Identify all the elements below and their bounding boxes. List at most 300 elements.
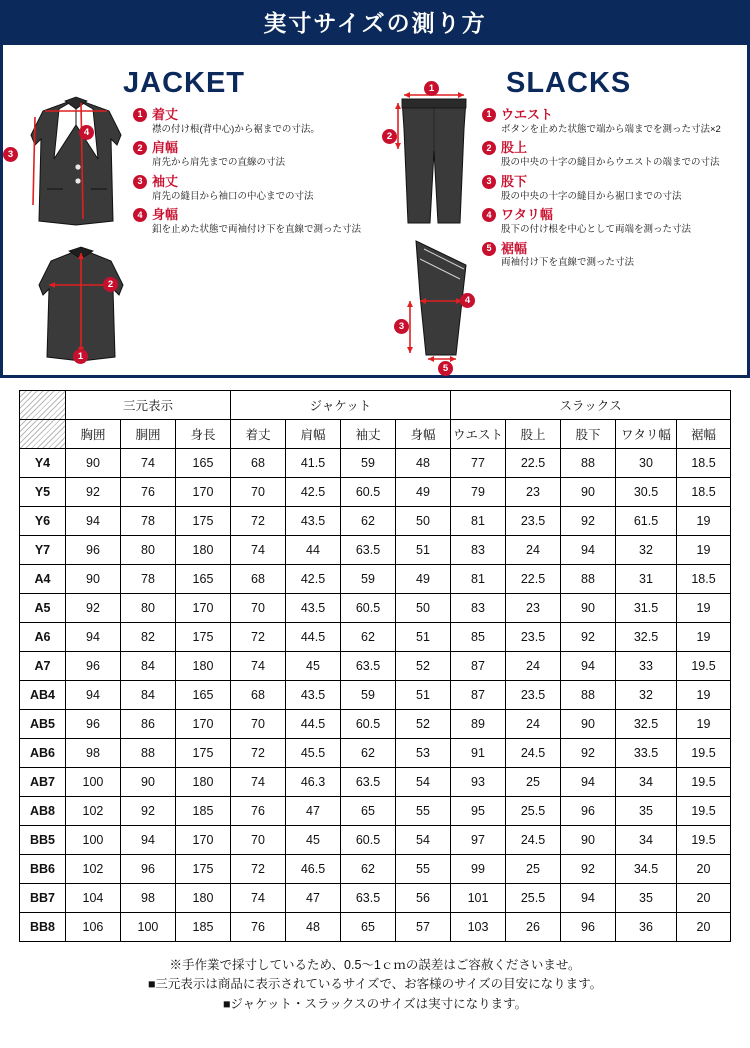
table-cell: 92 (561, 739, 616, 768)
table-cell: 88 (561, 449, 616, 478)
table-cell: 25.5 (506, 884, 561, 913)
legend-item (133, 207, 373, 235)
table-cell: 46.3 (285, 768, 340, 797)
slacks-heading: SLACKS (506, 67, 632, 99)
legend-item (133, 107, 373, 135)
table-row-size-label: Y6 (19, 507, 65, 536)
table-cell: 42.5 (285, 478, 340, 507)
table-cell: 90 (65, 565, 120, 594)
table-cell: 62 (340, 623, 395, 652)
table-cell: 92 (561, 855, 616, 884)
table-cell: 88 (561, 681, 616, 710)
column-header-height: 身長 (175, 420, 230, 449)
table-cell: 70 (230, 710, 285, 739)
table-cell: 34.5 (616, 855, 677, 884)
table-row-size-label: A4 (19, 565, 65, 594)
table-cell: 33 (616, 652, 677, 681)
legend-description: 股下の付け根を中心として両端を測った寸法 (501, 224, 692, 235)
table-row-size-label: AB4 (19, 681, 65, 710)
table-cell: 44 (285, 536, 340, 565)
table-cell: 61.5 (616, 507, 677, 536)
table-cell: 23.5 (506, 623, 561, 652)
table-cell: 72 (230, 507, 285, 536)
table-row (19, 449, 730, 478)
legend-item (482, 107, 722, 135)
table-cell: 47 (285, 797, 340, 826)
table-cell: 92 (561, 507, 616, 536)
jacket-back-illustration (31, 241, 131, 371)
table-row-size-label: Y5 (19, 478, 65, 507)
legend-term-label: ワタリ幅 (501, 207, 553, 223)
table-cell: 70 (230, 594, 285, 623)
table-cell: 62 (340, 855, 395, 884)
table-cell: 88 (561, 565, 616, 594)
table-cell: 60.5 (340, 710, 395, 739)
slacks-marker-5: 5 (438, 361, 453, 376)
slacks-marker-3: 3 (394, 319, 409, 334)
table-cell: 50 (395, 594, 450, 623)
table-cell: 55 (395, 797, 450, 826)
table-cell: 92 (65, 594, 120, 623)
table-cell: 170 (175, 826, 230, 855)
slacks-column (378, 45, 750, 375)
table-cell: 45 (285, 826, 340, 855)
table-cell: 54 (395, 826, 450, 855)
table-cell: 32 (616, 681, 677, 710)
legend-term-label: 身幅 (152, 207, 179, 223)
table-row (19, 826, 730, 855)
table-cell: 43.5 (285, 507, 340, 536)
column-header-body-width: 身幅 (395, 420, 450, 449)
table-cell: 74 (230, 536, 285, 565)
table-cell: 62 (340, 507, 395, 536)
table-cell: 18.5 (677, 449, 731, 478)
table-cell: 90 (561, 594, 616, 623)
table-cell: 97 (451, 826, 506, 855)
slacks-marker-1: 1 (424, 81, 439, 96)
table-cell: 70 (230, 826, 285, 855)
table-row (19, 681, 730, 710)
table-cell: 99 (451, 855, 506, 884)
jacket-marker-3: 3 (3, 147, 18, 162)
table-cell: 175 (175, 623, 230, 652)
table-cell: 23 (506, 478, 561, 507)
column-header-shoulder: 肩幅 (285, 420, 340, 449)
table-cell: 94 (120, 826, 175, 855)
table-row-size-label: A7 (19, 652, 65, 681)
table-row (19, 536, 730, 565)
legend-item (133, 140, 373, 168)
table-cell: 65 (340, 797, 395, 826)
table-cell: 175 (175, 739, 230, 768)
table-row (19, 478, 730, 507)
table-cell: 74 (230, 768, 285, 797)
table-body (19, 449, 730, 942)
table-cell: 68 (230, 565, 285, 594)
table-cell: 165 (175, 449, 230, 478)
table-cell: 19 (677, 681, 731, 710)
table-cell: 25.5 (506, 797, 561, 826)
legend-description: 両袖付け下を直線で測った寸法 (501, 257, 635, 269)
table-cell: 22.5 (506, 565, 561, 594)
table-cell: 74 (230, 884, 285, 913)
table-cell: 30 (616, 449, 677, 478)
table-cell: 23 (506, 594, 561, 623)
legend-description: 股の中央の十字の縫目からウエストの端までの寸法 (501, 157, 720, 169)
diagram-area (3, 45, 747, 375)
table-cell: 23.5 (506, 507, 561, 536)
jacket-column (3, 45, 378, 375)
table-cell: 32.5 (616, 623, 677, 652)
table-column-header-row (19, 420, 730, 449)
legend-term-label: ウエスト (501, 107, 554, 122)
table-cell: 100 (120, 913, 175, 942)
table-row (19, 565, 730, 594)
table-cell: 48 (285, 913, 340, 942)
table-cell: 45.5 (285, 739, 340, 768)
table-row (19, 623, 730, 652)
legend-number-icon: 1 (133, 108, 147, 122)
table-cell: 87 (451, 652, 506, 681)
table-cell: 36 (616, 913, 677, 942)
table-cell: 19.5 (677, 797, 731, 826)
table-cell: 93 (451, 768, 506, 797)
table-cell: 41.5 (285, 449, 340, 478)
table-cell: 63.5 (340, 536, 395, 565)
table-cell: 52 (395, 710, 450, 739)
table-cell: 42.5 (285, 565, 340, 594)
table-cell: 46.5 (285, 855, 340, 884)
table-cell: 22.5 (506, 449, 561, 478)
table-cell: 165 (175, 565, 230, 594)
table-cell: 43.5 (285, 594, 340, 623)
table-cell: 24 (506, 710, 561, 739)
table-cell: 18.5 (677, 565, 731, 594)
legend-description: 釦を止めた状態で両袖付け下を直線で測った寸法 (152, 224, 362, 235)
table-cell: 74 (120, 449, 175, 478)
table-cell: 170 (175, 710, 230, 739)
table-cell: 19 (677, 536, 731, 565)
table-row (19, 797, 730, 826)
table-cell: 76 (120, 478, 175, 507)
table-row (19, 652, 730, 681)
table-cell: 24 (506, 652, 561, 681)
slacks-legend (482, 107, 722, 274)
table-cell: 25 (506, 855, 561, 884)
page-title: 実寸サイズの測り方 (3, 3, 747, 45)
table-row-size-label: A5 (19, 594, 65, 623)
table-cell: 60.5 (340, 826, 395, 855)
table-cell: 86 (120, 710, 175, 739)
legend-item (133, 174, 373, 202)
table-cell: 82 (120, 623, 175, 652)
table-cell: 70 (230, 478, 285, 507)
table-cell: 96 (65, 652, 120, 681)
column-header-chest: 胸囲 (65, 420, 120, 449)
legend-description: 襟の付け根(背中心)から裾までの寸法。 (152, 123, 320, 135)
table-cell: 63.5 (340, 768, 395, 797)
table-cell: 47 (285, 884, 340, 913)
table-cell: 19.5 (677, 652, 731, 681)
table-cell: 96 (120, 855, 175, 884)
table-cell: 84 (120, 652, 175, 681)
legend-number-icon: 5 (482, 242, 496, 256)
table-cell: 68 (230, 681, 285, 710)
table-cell: 90 (65, 449, 120, 478)
table-cell: 53 (395, 739, 450, 768)
column-header-hem: 裾幅 (677, 420, 731, 449)
table-cell: 104 (65, 884, 120, 913)
table-cell: 175 (175, 855, 230, 884)
footnotes (22, 956, 728, 1014)
table-cell: 56 (395, 884, 450, 913)
table-row-size-label: Y7 (19, 536, 65, 565)
table-cell: 19.5 (677, 768, 731, 797)
jacket-front-illustration (7, 89, 131, 234)
table-row (19, 710, 730, 739)
table-cell: 25 (506, 768, 561, 797)
table-cell: 81 (451, 507, 506, 536)
table-cell: 87 (451, 681, 506, 710)
table-cell: 34 (616, 826, 677, 855)
slacks-marker-4: 4 (460, 293, 475, 308)
column-header-inseam: 股下 (561, 420, 616, 449)
table-cell: 92 (120, 797, 175, 826)
table-cell: 19 (677, 507, 731, 536)
table-cell: 94 (65, 681, 120, 710)
table-cell: 52 (395, 652, 450, 681)
legend-item (482, 174, 722, 202)
legend-description: 肩先から肩先までの直線の寸法 (152, 157, 286, 169)
table-cell: 57 (395, 913, 450, 942)
table-cell: 18.5 (677, 478, 731, 507)
table-cell: 72 (230, 739, 285, 768)
table-cell: 45 (285, 652, 340, 681)
column-header-jacket-length: 着丈 (230, 420, 285, 449)
table-cell: 170 (175, 478, 230, 507)
table-cell: 96 (65, 710, 120, 739)
table-cell: 95 (451, 797, 506, 826)
table-cell: 180 (175, 652, 230, 681)
table-cell: 30.5 (616, 478, 677, 507)
table-cell: 72 (230, 623, 285, 652)
table-cell: 91 (451, 739, 506, 768)
table-cell: 90 (561, 826, 616, 855)
table-cell: 100 (65, 826, 120, 855)
table-cell: 60.5 (340, 594, 395, 623)
jacket-legend (133, 107, 373, 241)
table-row-size-label: AB8 (19, 797, 65, 826)
table-cell: 19.5 (677, 826, 731, 855)
table-cell: 85 (451, 623, 506, 652)
table-cell: 101 (451, 884, 506, 913)
table-cell: 94 (65, 623, 120, 652)
legend-description: ボタンを止めた状態で端から端までを測った寸法×2 (501, 123, 721, 135)
jacket-marker-1: 1 (73, 349, 88, 364)
legend-term-label: 着丈 (152, 107, 179, 122)
table-cell: 98 (65, 739, 120, 768)
measurement-guide-panel (0, 0, 750, 378)
table-cell: 63.5 (340, 884, 395, 913)
legend-number-icon: 4 (133, 208, 147, 222)
slacks-marker-2: 2 (382, 129, 397, 144)
table-cell: 50 (395, 507, 450, 536)
pants-full-illustration (386, 82, 482, 234)
legend-number-icon: 3 (482, 175, 496, 189)
size-table (19, 390, 731, 942)
table-row-size-label: AB6 (19, 739, 65, 768)
column-header-pants-waist: ウエスト (451, 420, 506, 449)
table-cell: 83 (451, 536, 506, 565)
group-header-jacket: ジャケット (230, 391, 450, 420)
table-cell: 102 (65, 797, 120, 826)
footnote-1: ※手作業で採寸しているため、0.5～1ｃｍの誤差はご容赦くださいませ。 (169, 958, 581, 972)
table-cell: 94 (561, 536, 616, 565)
table-cell: 19 (677, 710, 731, 739)
table-cell: 23.5 (506, 681, 561, 710)
table-cell: 72 (230, 855, 285, 884)
table-group-header-row (19, 391, 730, 420)
table-cell: 89 (451, 710, 506, 739)
table-cell: 32 (616, 536, 677, 565)
table-cell: 180 (175, 768, 230, 797)
table-cell: 20 (677, 855, 731, 884)
table-cell: 59 (340, 449, 395, 478)
table-cell: 55 (395, 855, 450, 884)
table-row-size-label: BB5 (19, 826, 65, 855)
table-cell: 170 (175, 594, 230, 623)
table-row (19, 884, 730, 913)
legend-description: 肩先の縫目から袖口の中心までの寸法 (152, 190, 314, 202)
legend-number-icon: 2 (133, 141, 147, 155)
table-cell: 43.5 (285, 681, 340, 710)
table-cell: 62 (340, 739, 395, 768)
table-cell: 90 (561, 710, 616, 739)
table-cell: 49 (395, 565, 450, 594)
table-cell: 24.5 (506, 826, 561, 855)
table-cell: 74 (230, 652, 285, 681)
legend-number-icon: 3 (133, 175, 147, 189)
legend-number-icon: 4 (482, 208, 496, 222)
table-cell: 92 (561, 623, 616, 652)
table-cell: 103 (451, 913, 506, 942)
table-cell: 60.5 (340, 478, 395, 507)
table-cell: 96 (561, 797, 616, 826)
table-cell: 35 (616, 884, 677, 913)
table-cell: 51 (395, 536, 450, 565)
table-cell: 94 (65, 507, 120, 536)
table-cell: 54 (395, 768, 450, 797)
table-row (19, 768, 730, 797)
table-cell: 26 (506, 913, 561, 942)
pants-leg-illustration (390, 235, 486, 378)
table-cell: 44.5 (285, 710, 340, 739)
table-cell: 48 (395, 449, 450, 478)
table-cell: 175 (175, 507, 230, 536)
table-cell: 34 (616, 768, 677, 797)
table-cell: 59 (340, 565, 395, 594)
table-row-size-label: AB7 (19, 768, 65, 797)
legend-term-label: 股上 (501, 140, 528, 156)
table-cell: 19 (677, 623, 731, 652)
table-row-size-label: BB6 (19, 855, 65, 884)
table-row (19, 594, 730, 623)
table-cell: 31.5 (616, 594, 677, 623)
table-cell: 94 (561, 652, 616, 681)
table-cell: 24 (506, 536, 561, 565)
table-cell: 106 (65, 913, 120, 942)
table-cell: 24.5 (506, 739, 561, 768)
table-cell: 94 (561, 884, 616, 913)
jacket-heading: JACKET (123, 67, 246, 99)
footnote-2: ■三元表示は商品に表示されているサイズで、お客様のサイズの目安になります。 (147, 977, 603, 992)
table-cell: 98 (120, 884, 175, 913)
table-row (19, 855, 730, 884)
table-cell: 180 (175, 884, 230, 913)
table-cell: 185 (175, 913, 230, 942)
table-cell: 76 (230, 913, 285, 942)
table-cell: 92 (65, 478, 120, 507)
table-cell: 20 (677, 884, 731, 913)
table-cell: 49 (395, 478, 450, 507)
table-cell: 59 (340, 681, 395, 710)
table-cell: 68 (230, 449, 285, 478)
table-cell: 79 (451, 478, 506, 507)
table-cell: 90 (120, 768, 175, 797)
table-cell: 80 (120, 594, 175, 623)
group-header-sangen: 三元表示 (65, 391, 230, 420)
legend-term-label: 裾幅 (501, 240, 528, 256)
table-row (19, 739, 730, 768)
table-cell: 19.5 (677, 739, 731, 768)
table-cell: 78 (120, 507, 175, 536)
table-cell: 180 (175, 536, 230, 565)
table-cell: 81 (451, 565, 506, 594)
footnote-3: ■ジャケット・スラックスのサイズは実寸になります。 (222, 996, 528, 1011)
table-cell: 185 (175, 797, 230, 826)
table-cell: 51 (395, 623, 450, 652)
legend-description: 股の中央の十字の縫目から裾口までの寸法 (501, 190, 682, 202)
column-header-rise: 股上 (506, 420, 561, 449)
table-row-size-label: AB5 (19, 710, 65, 739)
table-cell: 77 (451, 449, 506, 478)
table-row-size-label: BB7 (19, 884, 65, 913)
group-header-slacks: スラックス (451, 391, 731, 420)
table-cell: 65 (340, 913, 395, 942)
table-cell: 51 (395, 681, 450, 710)
size-table-wrapper (0, 390, 750, 942)
table-row (19, 507, 730, 536)
column-header-size (19, 420, 65, 449)
table-cell: 90 (561, 478, 616, 507)
table-row-size-label: BB8 (19, 913, 65, 942)
jacket-marker-4: 4 (79, 125, 94, 140)
table-cell: 19 (677, 594, 731, 623)
table-cell: 44.5 (285, 623, 340, 652)
table-cell: 20 (677, 913, 731, 942)
table-cell: 63.5 (340, 652, 395, 681)
table-corner-cell (19, 391, 65, 420)
table-cell: 100 (65, 768, 120, 797)
table-row (19, 913, 730, 942)
table-cell: 84 (120, 681, 175, 710)
jacket-marker-2: 2 (103, 277, 118, 292)
table-cell: 102 (65, 855, 120, 884)
table-cell: 96 (65, 536, 120, 565)
table-cell: 165 (175, 681, 230, 710)
table-row-size-label: A6 (19, 623, 65, 652)
table-cell: 80 (120, 536, 175, 565)
